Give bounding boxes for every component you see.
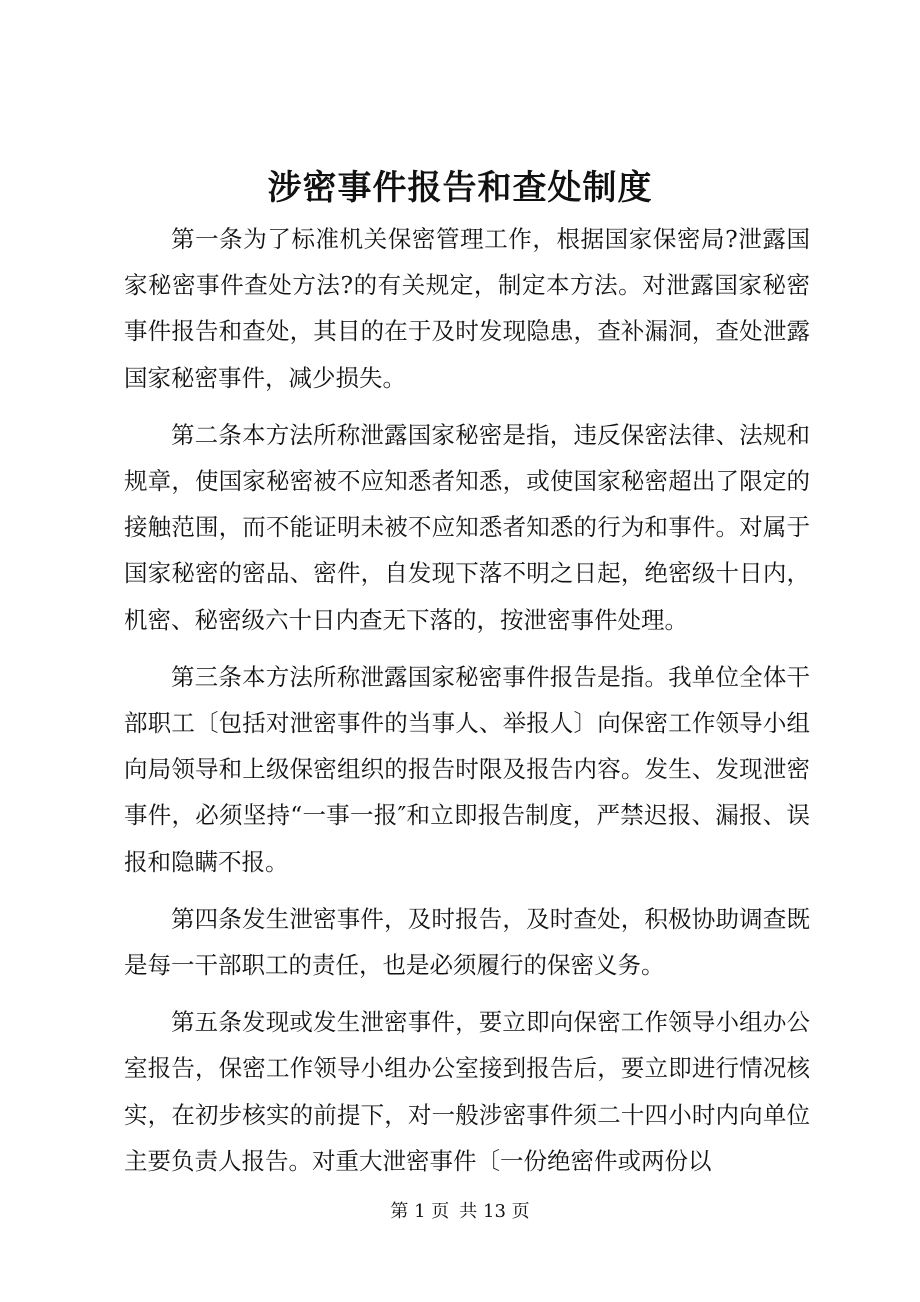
paragraph-article-2: 第二条本方法所称泄露国家秘密是指，违反保密法律、法规和规章，使国家秘密被不应知悉者知悉，或使国家秘密超出了限定的接触范围，而不能证明未被不应知悉者知悉的行为和事件。对属于国家秘密的密品、密件，自发现下落不明之日起，绝密级十日内，机密、秘密级六十日内查无下落的，按泄密事件处理。 (124, 420, 810, 634)
paragraph-article-3: 第三条本方法所称泄露国家秘密事件报告是指。我单位全体干部职工〔包括对泄密事件的当事人、举报人〕向保密工作领导小组向局领导和上级保密组织的报告时限及报告内容。发生、发现泄密事件，必须坚持“一事一报″和立即报告制度，严禁迟报、漏报、误报和隐瞒不报。 (124, 662, 810, 876)
document-title: 涉密事件报告和查处制度 (267, 168, 653, 208)
paragraph-article-1: 第一条为了标准机关保密管理工作，根据国家保密局?泄露国家秘密事件查处方法?的有关规定，制定本方法。对泄露国家秘密事件报告和查处，其目的在于及时发现隐患，查补漏洞，查处泄露国家秘密事件，减少损失。 (124, 225, 810, 392)
paragraph-article-5: 第五条发现或发生泄密事件，要立即向保密工作领导小组办公室报告，保密工作领导小组办公室接到报告后，要立即进行情况核实，在初步核实的前提下，对一般涉密事件须二十四小时内向单位主要负责人报告。对重大泄密事件〔一份绝密件或两份以 (124, 1008, 810, 1175)
page-footer (0, 1198, 920, 1226)
page-number: 第 1 页 (390, 1201, 450, 1222)
paragraph-article-4: 第四条发生泄密事件，及时报告，及时查处，积极协助调查既是每一干部职工的责任，也是必须履行的保密义务。 (124, 904, 810, 980)
document-body (124, 216, 810, 1195)
page-total: 共 13 页 (459, 1201, 530, 1222)
